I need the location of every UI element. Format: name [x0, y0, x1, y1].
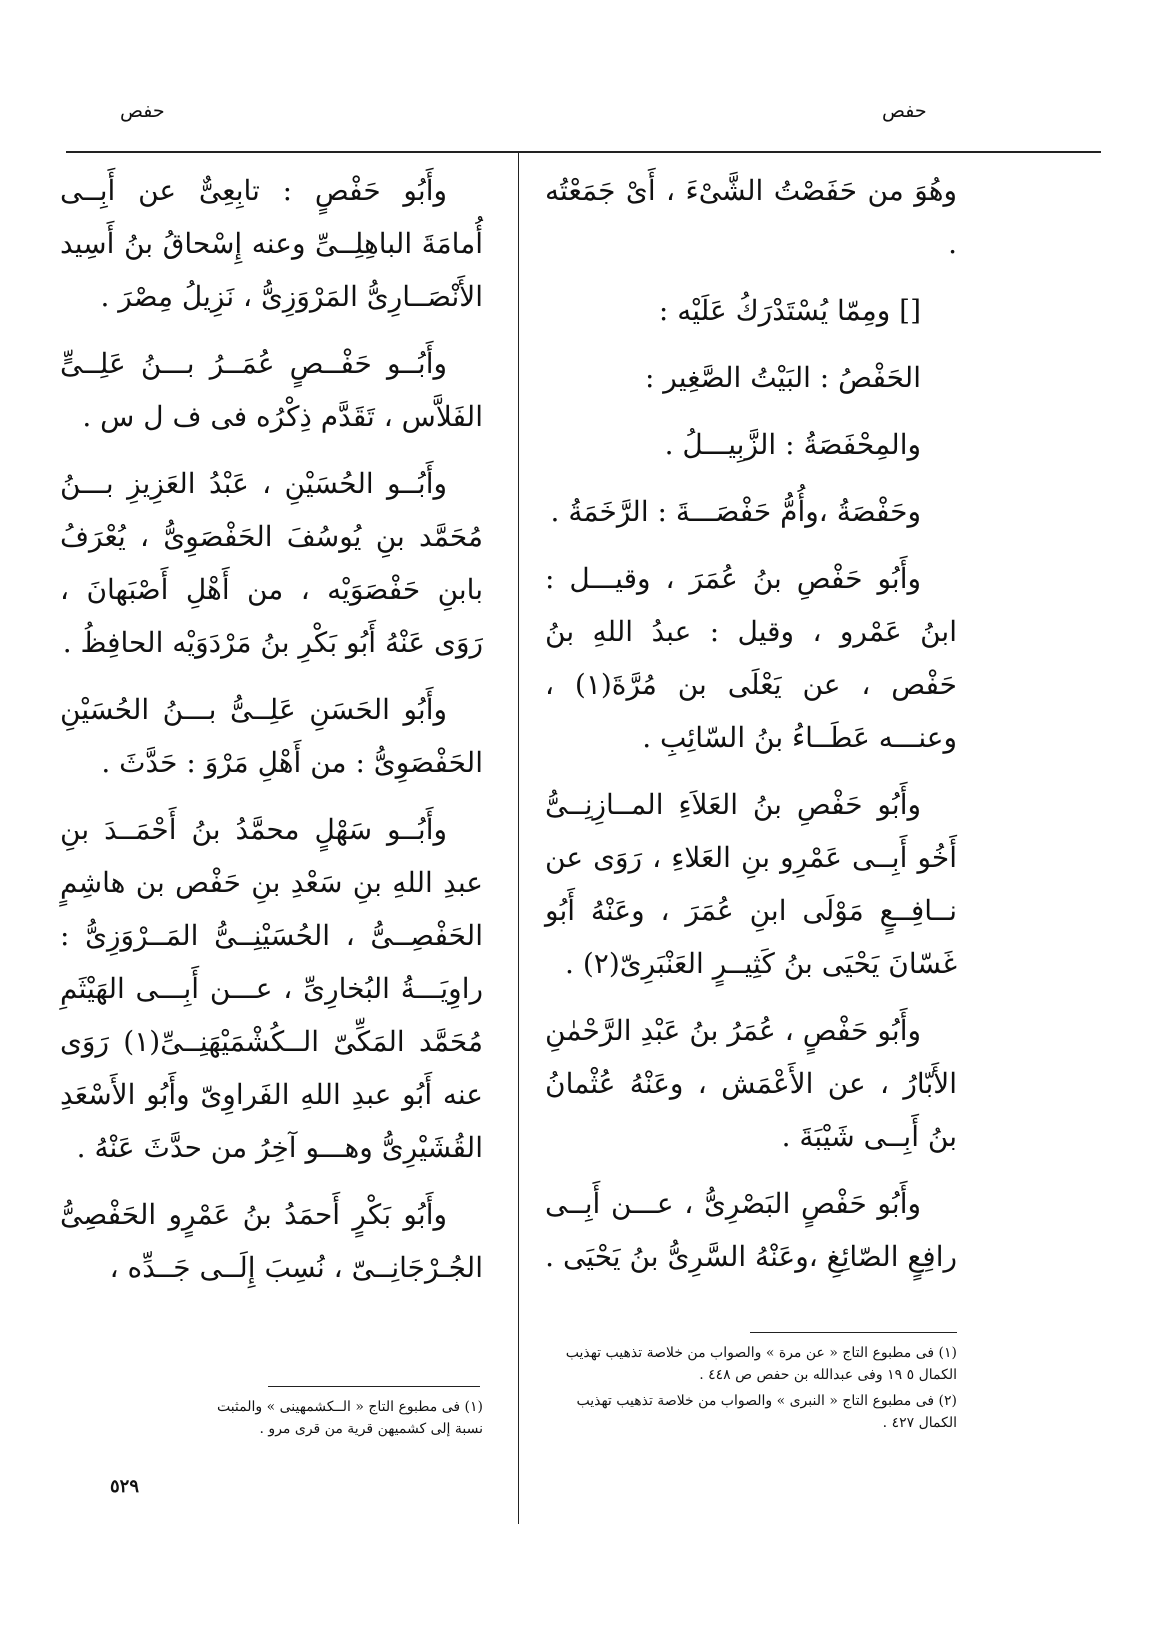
entry-paragraph: وحَفْصَةُ ،وأُمُّ حَفْصَـــةَ : الرَّخَمَةُ . [550, 495, 921, 528]
running-head-right: حفص [882, 100, 927, 122]
entry-paragraph: وأَبُو حَفْصِ بنُ عُمَرَ ، وقيـــل : ابنُ عَمْرو ، وقيل : عبدُ اللهِ بنُ حَفْص ، عن يَعْلَى بن مُرَّةَ(١) ، وعنـــه عَطَــاءُ بنُ السّائِبِ . [545, 562, 957, 754]
entry-paragraph: وأَبُو بَكْرٍ أَحمَدُ بنُ عَمْرٍو الحَفْصِىُّ الجُـرْجَانِــىّ ، نُسِبَ إِلَــى جَــدِّه ، [60, 1198, 483, 1284]
entry-paragraph: وأَبُــو حَفْــصٍ عُمَــرُ بـــنُ عَلِــىٍّ الفَلاَّس ، تَقَدَّم ذِكْرُه فى ف ل س . [60, 347, 483, 433]
entry-paragraph: وأَبُــو الحُسَيْنِ ، عَبْدُ العَزِيزِ بـــنُ مُحَمَّد بنِ يُوسُفَ الحَفْصَوِىُّ ، يُعْرَفُ بابنِ حَفْصَوَيْه ، من أَهْلِ أَصْبَهانَ ، رَوَى عَنْهُ أَبُو بَكْرِ بنُ مَرْدَوَيْه الحافِظُ . [60, 467, 483, 659]
entry-paragraph: وهُوَ من حَفَصْتُ الشَّىْءَ ، أَىْ جَمَعْتُه . [545, 174, 957, 260]
entry-paragraph: وأَبُو الحَسَنِ عَلِــىُّ بـــنُ الحُسَيْنِ الحَفْصَوِىُّ : من أَهْلِ مَرْوَ : حَدَّثَ . [60, 693, 483, 779]
entry-paragraph: وأَبُو حَفْصٍ ، عُمَرُ بنُ عَبْدِ الرَّحْمٰنِ الأَبّارُ ، عن الأَعْمَش ، وعَنْهُ عُثْمانُ بنُ أَبِــى شَيْبَةَ . [545, 1014, 957, 1153]
entry-paragraph: [] ومِمّا يُسْتَدْرَكُ عَلَيْه : [658, 294, 921, 327]
header-rule [66, 151, 1101, 153]
entry-paragraph: وأَبُو حَفْصٍ : تابِعِىٌّ عن أَبِــى أُمامَةَ الباهِلِــىِّ وعنه إِسْحاقُ بنُ أَسِيد الأَنْصَــارِىُّ المَرْوَزِىُّ ، نَزِيلُ مِصْرَ . [60, 174, 483, 313]
footnote-rule-right [750, 1332, 957, 1333]
entry-paragraph: وأَبُو حَفْصِ بنُ العَلاَءِ المــازِنِــىُّ أَخُو أَبِــى عَمْرِو بنِ العَلاءِ ، رَوَى عن نــافِــعٍ مَوْلَى ابنِ عُمَرَ ، وعَنْهُ أَبُو غَسّانَ يَحْيَى بنُ كَثِيــرٍ العَنْبَرِىّ(٢) . [545, 788, 957, 980]
entry-paragraph: الحَفْصُ : البَيْتُ الصَّغِير : [644, 361, 921, 394]
column-divider [518, 152, 519, 1524]
page-number: ٥٢٩ [110, 1476, 140, 1497]
footnote: (٢) فى مطبوع التاج « النبرى » والصواب من خلاصة تذهيب تهذيب الكمال ٤٢٧ . [576, 1393, 957, 1431]
running-head-left: حفص [120, 100, 165, 122]
left-column [60, 164, 483, 1308]
footnote: (١) فى مطبوع التاج « الــكشمهينى » والمثبت نسبة إلى كشميهن قرية من قرى مرو . [216, 1399, 483, 1437]
right-column [545, 164, 957, 1297]
footnotes-left [200, 1396, 483, 1444]
entry-paragraph: وأَبُــو سَهْلٍ محمَّدُ بنُ أَحْمَــدَ بنِ عبدِ اللهِ بنِ سَعْدِ بنِ حَفْص بن هاشِمٍ الحَفْصِــىُّ ، الحُسَيْنِــىُّ المَــرْوَزِىُّ : راوِيَـــةُ البُخارِىِّ ، عـــن أَبِـــى الهَيْثَمِ مُحَمَّد المَكِّىّ الــكُشْمَيْهَنِــىِّ(١) رَوَى عنه أَبُو عبدِ اللهِ الفَراوِىّ وأَبُو الأَسْعَدِ القُشَيْرِىُّ وهـــو آخِرُ من حدَّثَ عَنْهُ . [60, 813, 483, 1164]
footnote: (١) فى مطبوع التاج « عن مرة » والصواب من خلاصة تذهيب تهذيب الكمال ٥ ١٩ وفى عبدالله بن حفص ص ٤٤٨ . [565, 1345, 957, 1383]
footnote-rule-left [268, 1386, 480, 1387]
entry-paragraph: وأَبُو حَفْصٍ البَصْرِىُّ ، عـــن أَبِــى رافِعٍ الصّائِغِ ،وعَنْهُ السَّرِىُّ بنُ يَحْيَى . [545, 1187, 957, 1273]
footnotes-right [545, 1342, 957, 1438]
entry-paragraph: والمِحْفَصَةُ : الزَّبِيـــلُ . [664, 428, 921, 461]
